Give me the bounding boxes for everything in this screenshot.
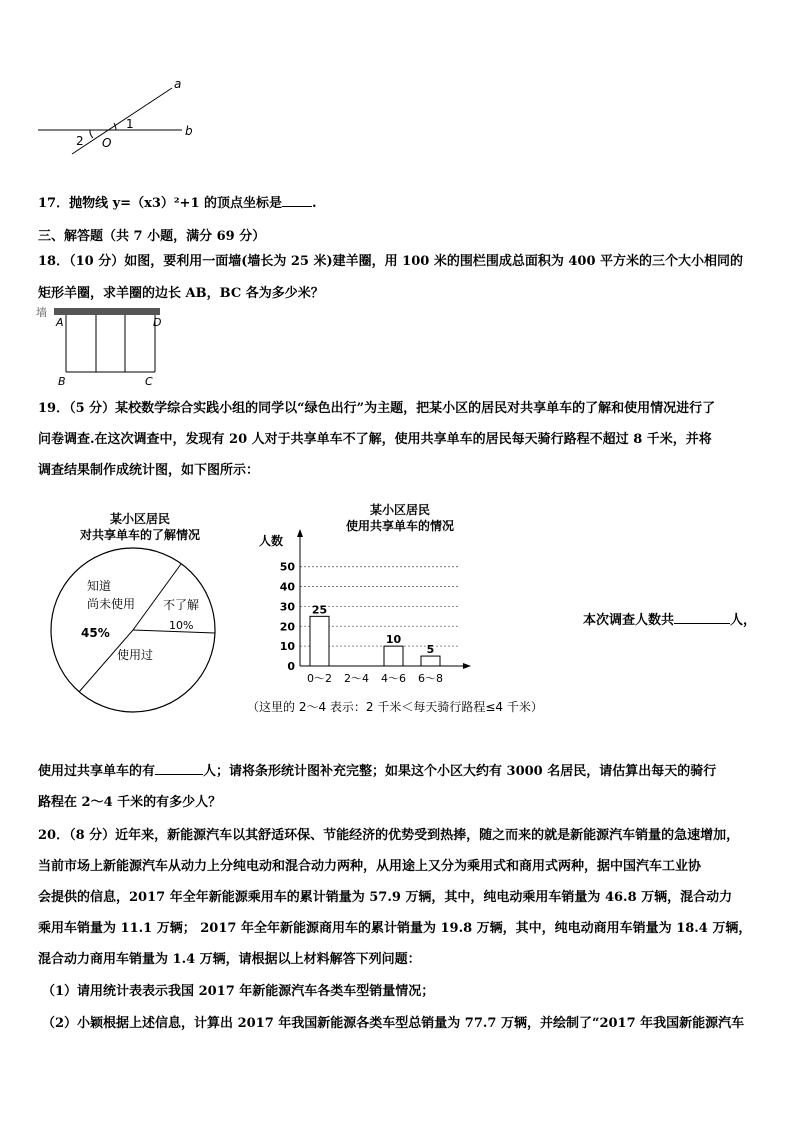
q20-line1: 20．（8 分）近年来，新能源汽车以其舒适环保、节能经济的优势受到热捧，随之而来的就是新能源汽车销量的急速增加， bbox=[38, 828, 740, 843]
bar-footnote: （这里的 2～4 表示：2 千米＜每天骑行路程≤4 千米） bbox=[247, 700, 543, 714]
bar-title-line1: 某小区居民 bbox=[369, 503, 430, 517]
q20-sub2: （2）小颖根据上述信息，计算出 2017 年我国新能源各类车型总销量为 77.7 万辆，并绘制了“2017 年我国新能源汽车 bbox=[42, 1016, 745, 1031]
label-C: C bbox=[145, 375, 153, 388]
label-b: b bbox=[185, 124, 193, 138]
q19-line1: 19．（5 分）某校数学综合实践小组的同学以“绿色出行”为主题，把某小区的居民对共享单车的了解和使用情况进行了 bbox=[38, 401, 716, 416]
bar-y-arrow bbox=[297, 529, 303, 537]
label-2: 2 bbox=[76, 134, 84, 148]
pie-chart bbox=[45, 545, 225, 715]
q19-line4 bbox=[38, 760, 716, 779]
bar-ytick-label: 20 bbox=[279, 620, 295, 634]
pie-label-know2: 尚未使用 bbox=[87, 597, 136, 611]
angle-figure bbox=[30, 75, 210, 155]
label-o: O bbox=[102, 136, 112, 150]
bar-chart bbox=[255, 525, 480, 685]
pie-label-know-pct: 45% bbox=[81, 626, 110, 640]
pie-label-unknown-pct: 10% bbox=[169, 619, 194, 632]
bar-xtick-label: 6～8 bbox=[418, 672, 443, 685]
q19-line2: 问卷调查.在这次调查中，发现有 20 人对于共享单车不了解，使用共享单车的居民每天骑行路程不超过 8 千米，并将 bbox=[38, 432, 712, 447]
pie-chart-title bbox=[40, 511, 240, 543]
label-a: a bbox=[174, 77, 182, 91]
q20-sub1: （1）请用统计表表示我国 2017 年新能源汽车各类车型销量情况； bbox=[42, 984, 435, 999]
question-17 bbox=[38, 192, 317, 211]
q19-line4-after: 人；请将条形统计图补充完整；如果这个小区大约有 3000 名居民，请估算出每天的骑行 bbox=[203, 764, 717, 779]
bar-xtick-label: 2～4 bbox=[344, 672, 369, 685]
label-D: D bbox=[153, 316, 162, 329]
q19-inline bbox=[583, 609, 756, 628]
sheep-pen-figure bbox=[34, 304, 169, 389]
q17-period: . bbox=[312, 196, 317, 211]
q20-line2: 当前市场上新能源汽车从动力上分纯电动和混合动力两种，从用途上又分为乘用式和商用式两种，据中国汽车工业协 bbox=[38, 859, 702, 874]
bar-ytick-label: 10 bbox=[279, 640, 295, 654]
q17-text: 17．抛物线 y=（x3）²+1 的顶点坐标是 bbox=[38, 196, 283, 211]
bar-value-label: 25 bbox=[311, 603, 328, 617]
bar-ytick-label: 50 bbox=[279, 560, 295, 574]
wall bbox=[54, 308, 160, 315]
bar-value-label: 5 bbox=[426, 643, 435, 657]
pie-label-unknown: 不了解 bbox=[163, 598, 200, 612]
q19-line3: 调查结果制作成统计图，如下图所示： bbox=[38, 463, 260, 478]
bar-xtick-label: 4～6 bbox=[381, 672, 406, 685]
section-3-title: 三、解答题（共 7 小题，满分 69 分） bbox=[38, 229, 266, 244]
angle-arc-2 bbox=[90, 130, 93, 138]
bar-ytick-label: 30 bbox=[279, 600, 295, 614]
bar-xtick-label: 0～2 bbox=[307, 672, 332, 685]
q19-line4-before: 使用过共享单车的有 bbox=[38, 764, 156, 779]
pie-title-line1: 某小区居民 bbox=[109, 512, 170, 526]
q20-line3: 会提供的信息，2017 年全年新能源乘用车的累计销量为 57.9 万辆，其中，纯电动乘用车销量为 46.8 万辆，混合动力 bbox=[38, 890, 733, 905]
line-a bbox=[72, 88, 172, 154]
pie-label-used: 使用过 bbox=[117, 648, 154, 662]
bar-4～6 bbox=[384, 646, 403, 666]
q19-line5: 路程在 2～4 千米的有多少人？ bbox=[38, 795, 222, 810]
label-A: A bbox=[56, 316, 64, 329]
wall-label: 墙 bbox=[36, 306, 47, 319]
q19-inline-before: 本次调查人数共 bbox=[583, 613, 675, 628]
q20-line4: 乘用车销量为 11.1 万辆； 2017 年全年新能源商用车的累计销量为 19.8 万辆，其中，纯电动商用车销量为 18.4 万辆， bbox=[38, 921, 752, 936]
q19-inline-after: 人， bbox=[730, 613, 757, 628]
pie-label-know1: 知道 bbox=[87, 579, 112, 593]
bar-title-line2: 使用共享单车的情况 bbox=[345, 519, 454, 533]
bar-0～2 bbox=[310, 616, 329, 666]
q18-line2: 矩形羊圈，求羊圈的边长 AB，BC 各为多少米？ bbox=[38, 286, 324, 301]
q20-line5: 混合动力商用车销量为 1.4 万辆，请根据以上材料解答下列问题： bbox=[38, 952, 421, 967]
bar-ylabel: 人数 bbox=[259, 534, 284, 548]
bar-ytick-label: 0 bbox=[287, 660, 295, 673]
label-1: 1 bbox=[126, 117, 134, 131]
bar-value-label: 10 bbox=[385, 633, 402, 647]
q17-answer-blank[interactable] bbox=[282, 194, 312, 207]
bar-6～8 bbox=[421, 656, 440, 666]
pie-title-line2: 对共享单车的了解情况 bbox=[79, 528, 200, 542]
q18-line1: 18．（10 分）如图，要利用一面墙(墙长为 25 米)建羊圈，用 100 米的围栏围成总面积为 400 平方米的三个大小相同的 bbox=[38, 254, 744, 269]
label-B: B bbox=[58, 375, 66, 388]
q19-total-blank[interactable] bbox=[674, 611, 730, 624]
q19-used-blank[interactable] bbox=[155, 762, 203, 775]
bar-x-arrow bbox=[463, 663, 471, 669]
bar-ytick-label: 40 bbox=[279, 580, 295, 594]
